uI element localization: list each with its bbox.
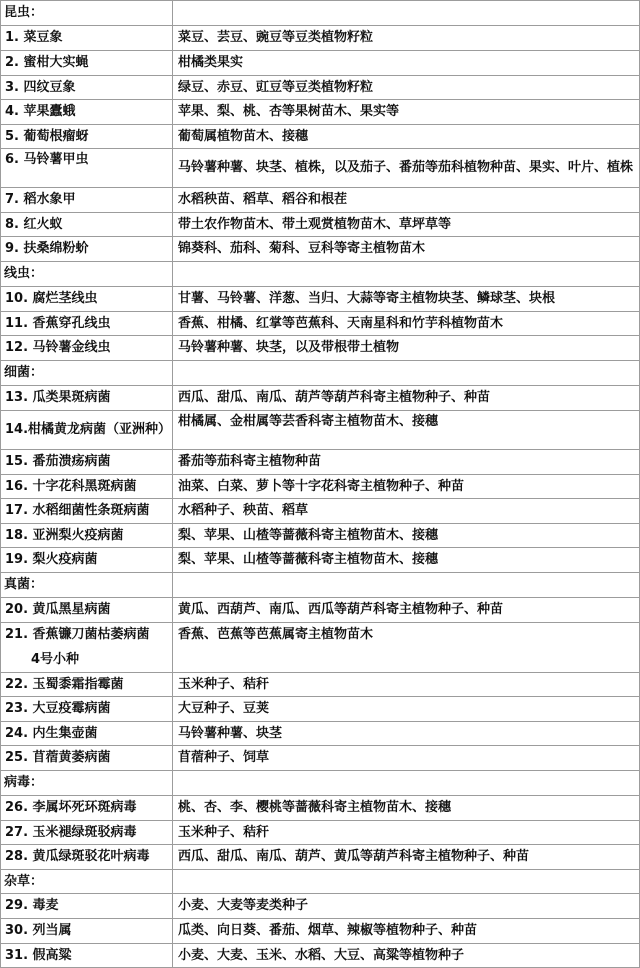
host-material: 锦葵科、茄科、菊科、豆科等寄主植物苗木	[173, 237, 640, 262]
category-label: 昆虫：	[1, 1, 173, 26]
table-row	[1, 894, 640, 919]
table-row	[1, 598, 640, 623]
table-row	[1, 697, 640, 722]
table-row	[1, 237, 640, 262]
empty-cell	[173, 573, 640, 598]
category-label: 杂草：	[1, 870, 173, 894]
empty-cell	[173, 361, 640, 386]
table-row	[1, 944, 640, 968]
empty-cell	[173, 771, 640, 796]
host-material: 梨、苹果、山楂等蔷薇科寄主植物苗木、接穗	[173, 524, 640, 548]
host-material: 玉米种子、秸秆	[173, 673, 640, 697]
table-row	[1, 336, 640, 361]
table-row	[1, 188, 640, 213]
table-row	[1, 411, 640, 450]
table-row	[1, 919, 640, 944]
table-row	[1, 845, 640, 870]
table-row	[1, 722, 640, 746]
category-row-fungi	[1, 573, 640, 598]
category-row-viruses	[1, 771, 640, 796]
table-row	[1, 149, 640, 188]
pest-name: 14.柑橘黄龙病菌（亚洲种）	[1, 411, 173, 450]
pest-name: 2. 蜜柑大实蝇	[1, 51, 173, 76]
host-material: 香蕉、柑橘、红掌等芭蕉科、天南星科和竹芋科植物苗木	[173, 312, 640, 336]
table-row	[1, 312, 640, 336]
host-material: 梨、苹果、山楂等蔷薇科寄主植物苗木、接穗	[173, 548, 640, 573]
table-row	[1, 821, 640, 845]
category-label: 细菌：	[1, 361, 173, 386]
pest-name: 22. 玉蜀黍霜指霉菌	[1, 673, 173, 697]
table-row	[1, 287, 640, 312]
host-material: 甘薯、马铃薯、洋葱、当归、大蒜等寄主植物块茎、鳞球茎、块根	[173, 287, 640, 312]
host-material: 水稻种子、秧苗、稻草	[173, 499, 640, 524]
host-material: 西瓜、甜瓜、南瓜、葫芦等葫芦科寄主植物种子、种苗	[173, 386, 640, 411]
host-material: 苹果、梨、桃、杏等果树苗木、果实等	[173, 100, 640, 125]
host-material: 瓜类、向日葵、番茄、烟草、辣椒等植物种子、种苗	[173, 919, 640, 944]
table-row	[1, 499, 640, 524]
host-material: 小麦、大麦等麦类种子	[173, 894, 640, 919]
pest-name: 13. 瓜类果斑病菌	[1, 386, 173, 411]
host-material: 绿豆、赤豆、豇豆等豆类植物籽粒	[173, 76, 640, 100]
table-row	[1, 100, 640, 125]
empty-cell	[173, 1, 640, 26]
pest-name: 15. 番茄溃疡病菌	[1, 450, 173, 475]
host-material: 马铃薯种薯、块茎、植株，以及茄子、番茄等茄科植物种苗、果实、叶片、植株	[173, 149, 640, 188]
category-row-nematodes	[1, 262, 640, 287]
pest-name: 28. 黄瓜绿斑驳花叶病毒	[1, 845, 173, 870]
pest-name: 26. 李属坏死环斑病毒	[1, 796, 173, 821]
host-material: 黄瓜、西葫芦、南瓜、西瓜等葫芦科寄主植物种子、种苗	[173, 598, 640, 623]
pest-name: 19. 梨火疫病菌	[1, 548, 173, 573]
category-label: 病毒：	[1, 771, 173, 796]
table-row	[1, 524, 640, 548]
pest-name: 4. 苹果蠹蛾	[1, 100, 173, 125]
pest-name: 20. 黄瓜黑星病菌	[1, 598, 173, 623]
empty-cell	[173, 262, 640, 287]
category-label: 线虫：	[1, 262, 173, 287]
pest-name: 6. 马铃薯甲虫	[1, 149, 173, 188]
pest-name: 29. 毒麦	[1, 894, 173, 919]
category-label: 真菌：	[1, 573, 173, 598]
table-row	[1, 673, 640, 697]
table-row	[1, 450, 640, 475]
host-material: 菜豆、芸豆、豌豆等豆类植物籽粒	[173, 26, 640, 51]
category-row-insects	[1, 1, 640, 26]
pest-name: 11. 香蕉穿孔线虫	[1, 312, 173, 336]
host-material: 番茄等茄科寄主植物种苗	[173, 450, 640, 475]
table-row	[1, 548, 640, 573]
table-row	[1, 76, 640, 100]
host-material: 油菜、白菜、萝卜等十字花科寄主植物种子、种苗	[173, 475, 640, 499]
pest-name: 7. 稻水象甲	[1, 188, 173, 213]
category-row-weeds	[1, 870, 640, 894]
pest-name: 10. 腐烂茎线虫	[1, 287, 173, 312]
pest-name: 16. 十字花科黑斑病菌	[1, 475, 173, 499]
table-row	[1, 475, 640, 499]
table-row	[1, 386, 640, 411]
pest-name: 9. 扶桑绵粉蚧	[1, 237, 173, 262]
pest-name: 25. 苜蓿黄萎病菌	[1, 746, 173, 771]
pest-name: 8. 红火蚁	[1, 213, 173, 237]
host-material: 小麦、大麦、玉米、水稻、大豆、高粱等植物种子	[173, 944, 640, 968]
pest-name: 27. 玉米褪绿斑驳病毒	[1, 821, 173, 845]
pest-name: 5. 葡萄根瘤蚜	[1, 125, 173, 149]
host-material: 水稻秧苗、稻草、稻谷和根茬	[173, 188, 640, 213]
pest-name-cell	[1, 623, 173, 673]
table-row	[1, 746, 640, 771]
pest-name: 23. 大豆疫霉病菌	[1, 697, 173, 722]
host-material: 大豆种子、豆荚	[173, 697, 640, 722]
pest-name: 12. 马铃薯金线虫	[1, 336, 173, 361]
pest-name: 21. 香蕉镰刀菌枯萎病菌	[5, 627, 150, 642]
host-material: 柑橘属、金柑属等芸香科寄主植物苗木、接穗	[173, 411, 640, 450]
empty-cell	[173, 870, 640, 894]
category-row-bacteria	[1, 361, 640, 386]
host-material: 桃、杏、李、樱桃等蔷薇科寄主植物苗木、接穗	[173, 796, 640, 821]
pest-name: 17. 水稻细菌性条斑病菌	[1, 499, 173, 524]
pest-name: 3. 四纹豆象	[1, 76, 173, 100]
table-row	[1, 125, 640, 149]
table-row	[1, 623, 640, 673]
table-row	[1, 26, 640, 51]
table-row	[1, 213, 640, 237]
table-row	[1, 51, 640, 76]
host-material: 柑橘类果实	[173, 51, 640, 76]
host-material: 西瓜、甜瓜、南瓜、葫芦、黄瓜等葫芦科寄主植物种子、种苗	[173, 845, 640, 870]
pest-name: 31. 假高粱	[1, 944, 173, 968]
pest-name-continued: 4号小种	[31, 652, 80, 667]
host-material: 马铃薯种薯、块茎，以及带根带土植物	[173, 336, 640, 361]
host-material: 马铃薯种薯、块茎	[173, 722, 640, 746]
table-row	[1, 796, 640, 821]
pest-name: 18. 亚洲梨火疫病菌	[1, 524, 173, 548]
pest-name: 24. 内生集壶菌	[1, 722, 173, 746]
host-material: 香蕉、芭蕉等芭蕉属寄主植物苗木	[173, 623, 640, 673]
host-material: 玉米种子、秸秆	[173, 821, 640, 845]
host-material: 苜蓿种子、饲草	[173, 746, 640, 771]
host-material: 葡萄属植物苗木、接穗	[173, 125, 640, 149]
host-material: 带土农作物苗木、带土观赏植物苗木、草坪草等	[173, 213, 640, 237]
pest-name: 1. 菜豆象	[1, 26, 173, 51]
pest-name: 30. 列当属	[1, 919, 173, 944]
